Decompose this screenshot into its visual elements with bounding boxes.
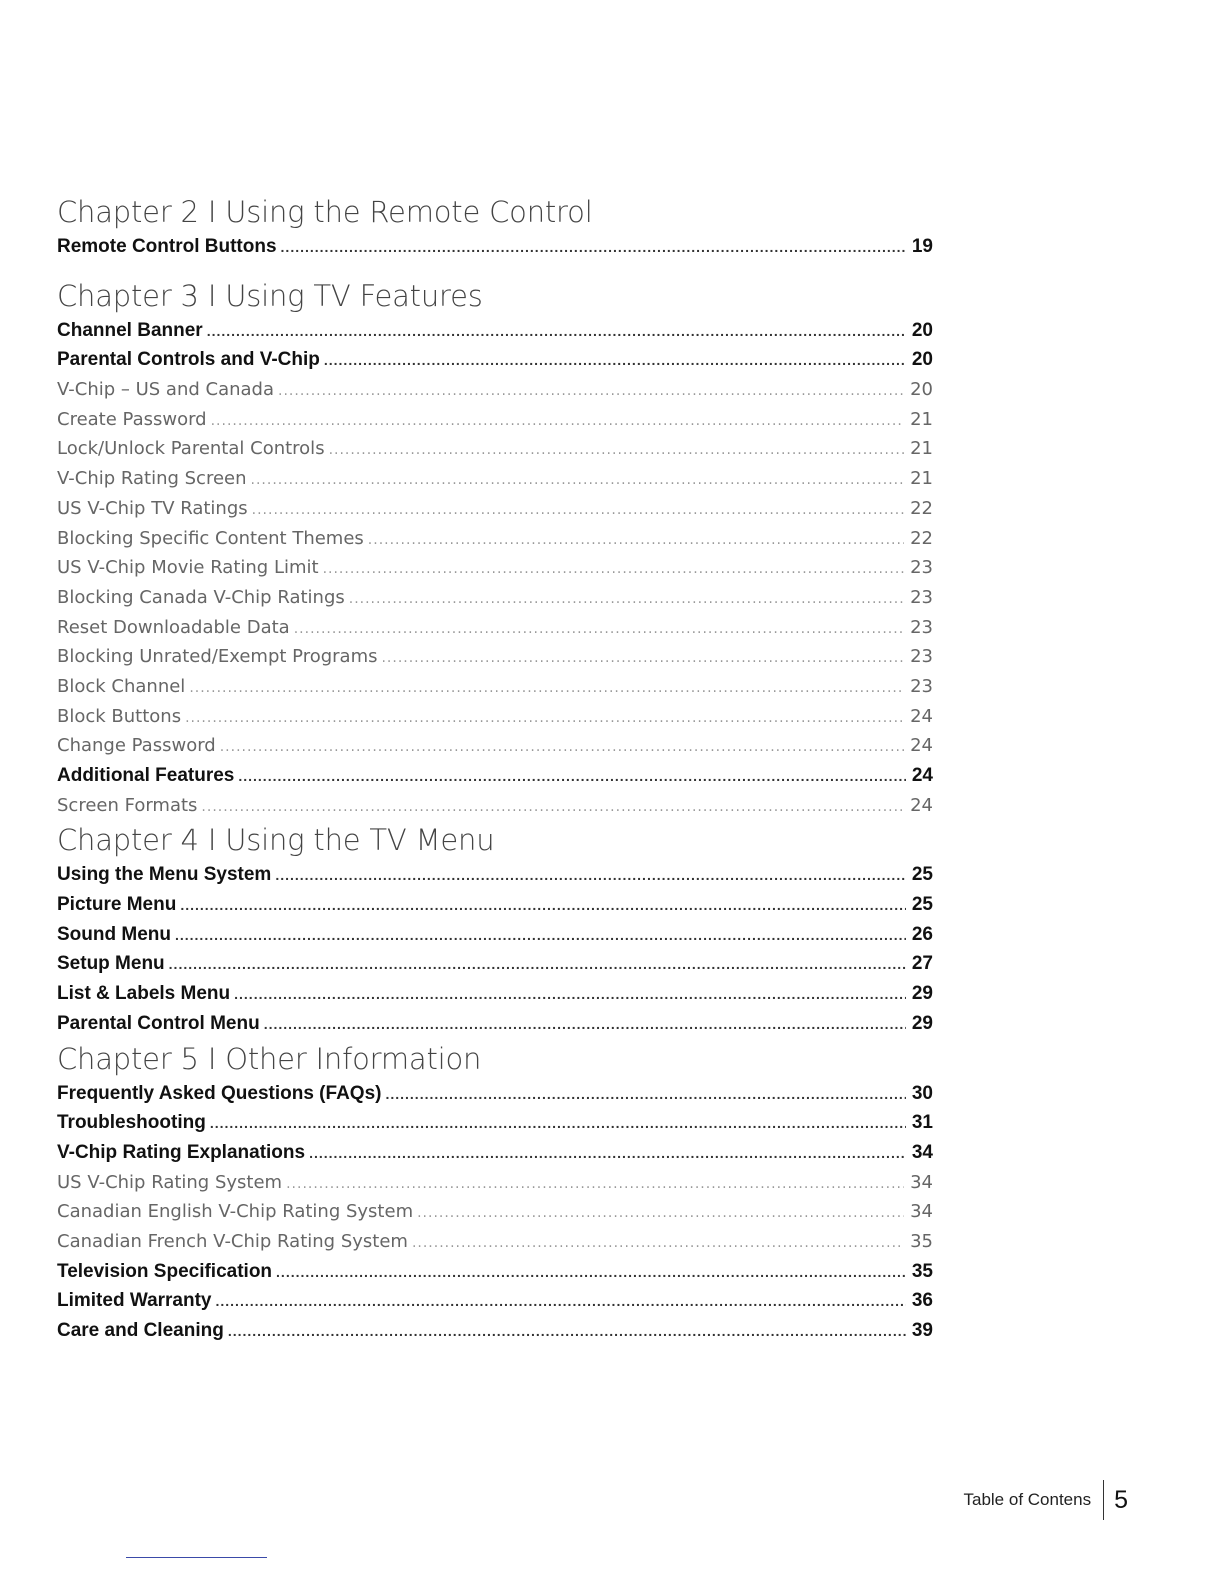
toc-entry-page: 24 [910,705,933,727]
toc-subentry[interactable] [57,583,933,613]
dot-leader [238,762,906,792]
toc-entry-page: 22 [910,497,933,519]
toc-entry-page: 23 [910,557,933,579]
dot-leader [220,733,904,763]
toc-entry-label: Additional Features [57,765,235,786]
dot-leader [309,1139,906,1169]
toc-entry-label: Care and Cleaning [57,1320,224,1341]
toc-entry[interactable] [57,761,933,791]
toc-entry-page: 27 [911,953,933,975]
toc-entry-page: 34 [910,1201,933,1223]
toc-subentry[interactable] [57,731,933,761]
toc-entry-page: 20 [911,349,933,371]
dot-leader [175,921,906,951]
toc-entry-page: 23 [910,586,933,608]
toc-entry[interactable] [57,1079,933,1109]
toc-entry-page: 34 [911,1141,933,1163]
toc-entry[interactable] [57,1009,933,1039]
toc-entry[interactable] [57,979,933,1009]
toc-entry-page: 31 [911,1112,933,1134]
toc-entry[interactable] [57,1138,933,1168]
toc-entry-label: US V-Chip TV Ratings [57,497,248,519]
dot-leader [381,644,904,674]
dot-leader [216,1287,906,1317]
toc-entry[interactable] [57,1316,933,1346]
toc-entry-label: Change Password [57,735,216,757]
toc-entry-page: 24 [910,794,933,816]
toc-entry-page: 20 [910,379,933,401]
dot-leader [185,704,904,734]
chapter-heading: Chapter 4 I Using the TV Menu [57,823,495,858]
dot-leader [281,233,906,263]
toc-entry-page: 24 [911,765,933,786]
toc-entry-label: Parental Controls and V-Chip [57,349,320,371]
dot-leader [210,1109,906,1139]
dot-leader [368,526,904,556]
toc-entry-label: Sound Menu [57,923,171,945]
dot-leader [412,1229,904,1259]
dot-leader [329,436,905,466]
toc-entry-label: Blocking Unrated/Exempt Programs [57,646,378,668]
toc-entry-page: 36 [911,1290,933,1312]
toc-entry-label: Troubleshooting [57,1112,206,1134]
toc-subentry[interactable] [57,791,933,821]
toc-entry-label: Create Password [57,408,207,430]
chapter-heading: Chapter 3 I Using TV Features [57,278,483,313]
toc-entry-page: 22 [910,527,933,549]
toc-entry[interactable] [57,316,933,346]
page-footer [964,1480,1129,1520]
toc-entry-label: Television Specification [57,1260,273,1282]
toc-entry-page: 26 [911,923,933,945]
dot-leader [211,407,904,437]
toc-entry-label: Block Channel [57,675,186,697]
toc-entry-page: 25 [911,894,933,916]
toc-entry-page: 29 [911,1012,933,1034]
toc-entry[interactable] [57,949,933,979]
dot-leader [201,793,904,823]
dot-leader [252,496,904,526]
dot-leader [385,1080,905,1110]
toc-entry-page: 21 [910,408,933,430]
toc-entry-label: Limited Warranty [57,1290,212,1312]
toc-entry-label: Blocking Specific Content Themes [57,527,364,549]
toc-entry-page: 29 [911,983,933,1005]
toc-entry[interactable] [57,1286,933,1316]
toc-entry-label: Using the Menu System [57,864,272,886]
toc-entry[interactable] [57,345,933,375]
dot-leader [169,950,906,980]
toc-entry-page: 35 [911,1260,933,1282]
toc-entry-label: Setup Menu [57,953,165,975]
toc-entry[interactable] [57,860,933,890]
table-of-contents [57,192,933,1346]
toc-subentry[interactable] [57,1197,933,1227]
dot-leader [286,1170,904,1200]
toc-subentry[interactable] [57,642,933,672]
toc-entry-page: 34 [910,1171,933,1193]
toc-entry-label: V-Chip – US and Canada [57,379,275,401]
bottom-rule [126,1557,267,1558]
toc-entry-label: Canadian English V-Chip Rating System [57,1201,414,1223]
toc-entry-label: Blocking Canada V-Chip Ratings [57,586,345,608]
toc-entry-page: 35 [910,1230,933,1252]
toc-subentry[interactable] [57,1168,933,1198]
dot-leader [278,377,904,407]
toc-entry-page: 21 [910,468,933,490]
toc-entry-page: 24 [910,735,933,757]
toc-subentry[interactable] [57,1227,933,1257]
toc-entry-label: Remote Control Buttons [57,236,277,257]
footer-section-label: Table of Contens [963,1490,1092,1509]
toc-entry-label: Parental Control Menu [57,1012,260,1034]
toc-entry[interactable] [57,1108,933,1138]
toc-entry-label: List & Labels Menu [57,983,231,1005]
toc-entry-label: Block Buttons [57,705,182,727]
toc-subentry[interactable] [57,553,933,583]
toc-subentry[interactable] [57,672,933,702]
dot-leader [323,555,905,585]
dot-leader [417,1199,904,1229]
dot-leader [180,891,906,921]
toc-entry[interactable] [57,232,933,262]
toc-subentry[interactable] [57,524,933,554]
chapter-heading: Chapter 5 I Other Information [57,1041,482,1076]
toc-entry-label: Screen Formats [57,794,198,816]
toc-entry-page: 21 [910,438,933,460]
chapter-heading: Chapter 2 I Using the Remote Control [57,195,593,229]
toc-entry-page: 30 [911,1082,933,1104]
toc-subentry[interactable] [57,375,933,405]
toc-entry-label: Lock/Unlock Parental Controls [57,438,325,460]
dot-leader [276,1258,906,1288]
toc-subentry[interactable] [57,405,933,435]
toc-entry-label: Picture Menu [57,894,177,916]
toc-entry[interactable] [57,920,933,950]
toc-entry-label: V-Chip Rating Screen [57,468,247,490]
dot-leader [349,585,904,615]
toc-entry-page: 23 [910,646,933,668]
dot-leader [207,317,906,347]
toc-entry-label: US V-Chip Rating System [57,1171,283,1193]
toc-entry[interactable] [57,890,933,920]
toc-entry-page: 20 [911,319,933,341]
toc-entry-label: Channel Banner [57,319,203,341]
dot-leader [264,1010,906,1040]
toc-entry-label: US V-Chip Movie Rating Limit [57,557,319,579]
dot-leader [189,674,904,704]
dot-leader [275,861,906,891]
toc-subentry[interactable] [57,613,933,643]
dot-leader [251,466,905,496]
toc-entry-page: 23 [910,616,933,638]
dot-leader [294,615,904,645]
toc-entry-label: Canadian French V-Chip Rating System [57,1230,408,1252]
toc-subentry[interactable] [57,494,933,524]
toc-entry-page: 39 [911,1320,933,1341]
toc-entry-page: 19 [911,236,933,257]
toc-entry-page: 25 [911,864,933,886]
toc-entry-label: Frequently Asked Questions (FAQs) [57,1082,382,1104]
dot-leader [228,1317,906,1347]
toc-subentry[interactable] [57,434,933,464]
toc-entry-page: 23 [910,675,933,697]
toc-entry-label: V-Chip Rating Explanations [57,1141,306,1163]
toc-entry[interactable] [57,1257,933,1287]
dot-leader [234,980,906,1010]
dot-leader [324,346,906,376]
toc-subentry[interactable] [57,464,933,494]
toc-entry-label: Reset Downloadable Data [57,616,290,638]
toc-subentry[interactable] [57,702,933,732]
page-number: 5 [1114,1485,1128,1514]
